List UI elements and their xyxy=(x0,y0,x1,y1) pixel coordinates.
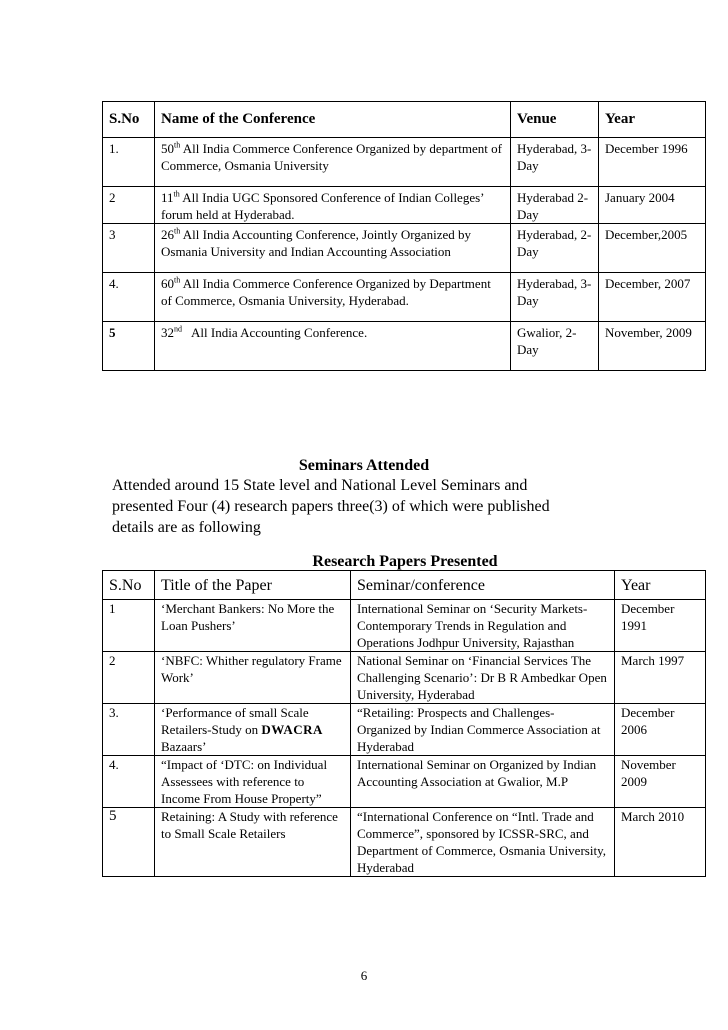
cell-seminar: “Retailing: Prospects and Challenges- Organized by Indian Commerce Association at Hyderabad xyxy=(351,704,615,756)
cell-year: March 2010 xyxy=(615,808,706,877)
cell-venue: Hyderabad, 2-Day xyxy=(511,224,599,273)
table-row xyxy=(103,652,706,704)
cell-year: December 1996 xyxy=(599,138,706,187)
table-header-row xyxy=(103,102,706,138)
cell-paper-title: ‘Performance of small Scale Retailers-Study on DWACRA Bazaars’ xyxy=(155,704,351,756)
cell-seminar: “International Conference on “Intl. Trade and Commerce”, sponsored by ICSSR-SRC, and Department of Commerce, Osmania University, Hyderabad xyxy=(351,808,615,877)
cell-seminar: International Seminar on Organized by Indian Accounting Association at Gwalior, M.P xyxy=(351,756,615,808)
cell-sno: 4. xyxy=(103,273,155,322)
cell-year: November 2009 xyxy=(615,756,706,808)
cell-sno: 1. xyxy=(103,138,155,187)
cell-venue: Hyderabad, 3-Day xyxy=(511,273,599,322)
table-row xyxy=(103,187,706,224)
cell-sno: 5 xyxy=(103,322,155,371)
cell-conference-name: 60th All India Commerce Conference Organized by Department of Commerce, Osmania University, Hyderabad. xyxy=(155,273,511,322)
table-row xyxy=(103,138,706,187)
cell-venue: Hyderabad, 3-Day xyxy=(511,138,599,187)
cell-year: January 2004 xyxy=(599,187,706,224)
cell-year: December 2006 xyxy=(615,704,706,756)
conference-table xyxy=(102,101,706,371)
table-row xyxy=(103,756,706,808)
cell-paper-title: “Impact of ‘DTC: on Individual Assessees with reference to Income From House Property” xyxy=(155,756,351,808)
table-row xyxy=(103,273,706,322)
col-header-sno: S.No xyxy=(103,102,155,138)
cell-sno: 5 xyxy=(103,808,155,877)
seminars-paragraph: Attended around 15 State level and National Level Seminars and presented Four (4) research papers three(3) of which were published details are as following xyxy=(112,477,550,536)
cell-conference-name: 50th All India Commerce Conference Organized by department of Commerce, Osmania University xyxy=(155,138,511,187)
cell-seminar: International Seminar on ‘Security Markets-Contemporary Trends in Regulation and Operations Jodhpur University, Rajasthan xyxy=(351,600,615,652)
cell-year: November, 2009 xyxy=(599,322,706,371)
col-header-venue: Venue xyxy=(511,102,599,138)
research-papers-table xyxy=(102,570,706,877)
cell-year: March 1997 xyxy=(615,652,706,704)
col-header-year: Year xyxy=(615,571,706,600)
col-header-title: Title of the Paper xyxy=(155,571,351,600)
table-row xyxy=(103,322,706,371)
cell-conference-name: 11th All India UGC Sponsored Conference of Indian Colleges’ forum held at Hyderabad. xyxy=(155,187,511,224)
cell-paper-title: ‘NBFC: Whither regulatory Frame Work’ xyxy=(155,652,351,704)
table-row xyxy=(103,224,706,273)
cell-year: December 1991 xyxy=(615,600,706,652)
seminars-heading: Seminars Attended xyxy=(298,457,430,474)
col-header-sno: S.No xyxy=(103,571,155,600)
research-papers-heading: Research Papers Presented xyxy=(312,553,498,570)
cell-year: December,2005 xyxy=(599,224,706,273)
col-header-seminar: Seminar/conference xyxy=(351,571,615,600)
cell-venue: Hyderabad 2-Day xyxy=(511,187,599,224)
cell-sno: 2 xyxy=(103,187,155,224)
col-header-year: Year xyxy=(599,102,706,138)
cell-sno: 2 xyxy=(103,652,155,704)
cell-sno: 4. xyxy=(103,756,155,808)
col-header-name: Name of the Conference xyxy=(155,102,511,138)
cell-conference-name: 32nd All India Accounting Conference. xyxy=(155,322,511,371)
table-row xyxy=(103,704,706,756)
cell-year: December, 2007 xyxy=(599,273,706,322)
page-number: 6 xyxy=(360,968,368,983)
cell-paper-title: Retaining: A Study with reference to Small Scale Retailers xyxy=(155,808,351,877)
cell-sno: 3 xyxy=(103,224,155,273)
cell-venue: Gwalior, 2-Day xyxy=(511,322,599,371)
cell-sno: 1 xyxy=(103,600,155,652)
table-header-row xyxy=(103,571,706,600)
table-row xyxy=(103,600,706,652)
cell-paper-title: ‘Merchant Bankers: No More the Loan Pushers’ xyxy=(155,600,351,652)
table-row xyxy=(103,808,706,877)
cell-conference-name: 26th All India Accounting Conference, Jointly Organized by Osmania University and Indian Accounting Association xyxy=(155,224,511,273)
cell-seminar: National Seminar on ‘Financial Services The Challenging Scenario’: Dr B R Ambedkar Open University, Hyderabad xyxy=(351,652,615,704)
cell-sno: 3. xyxy=(103,704,155,756)
